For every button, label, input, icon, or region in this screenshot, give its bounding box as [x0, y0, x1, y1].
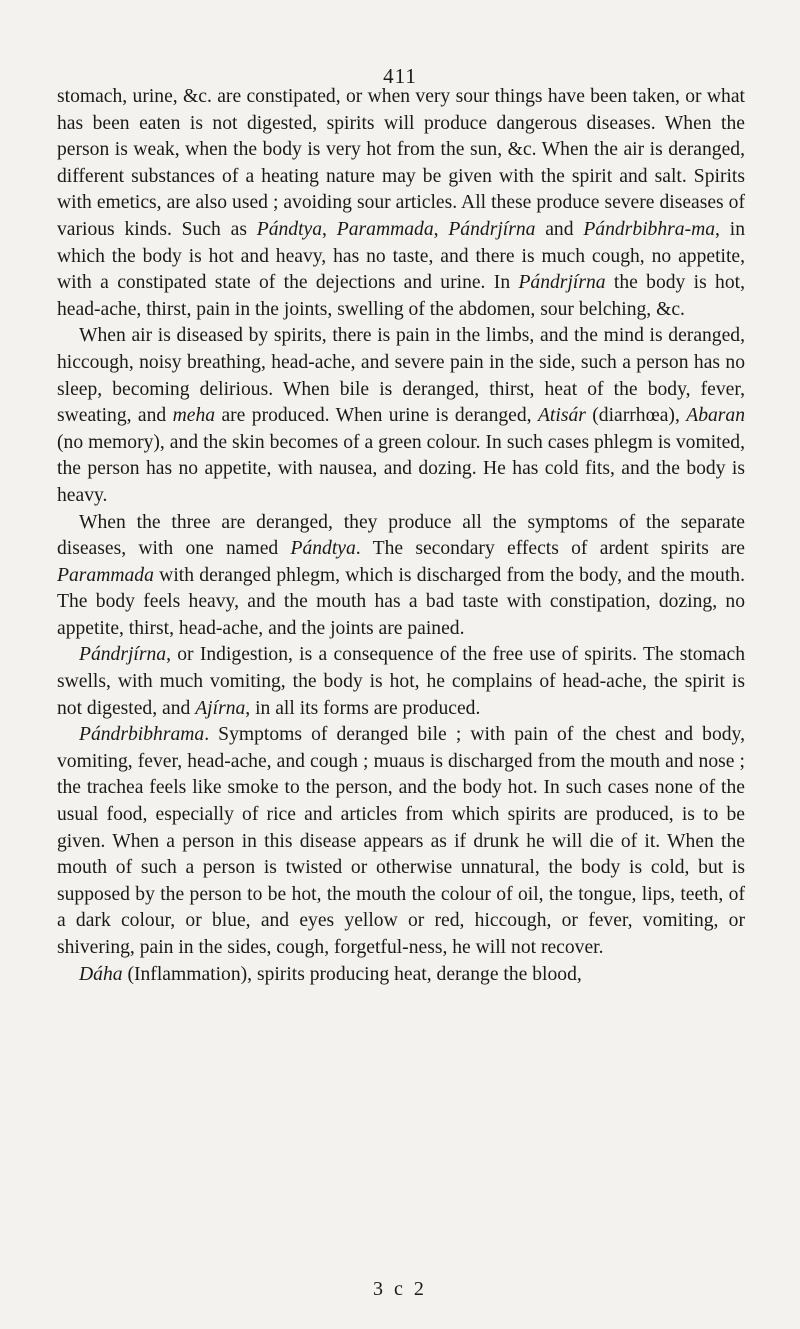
term-atisar: Atisár — [537, 405, 586, 427]
term-daha: Dáha — [79, 963, 123, 985]
text-run: (diarrhœa), — [585, 405, 687, 427]
text-run: the body is hot, head-ache, thirst, pain in the joints, swelling of the abdomen, sour belching, &c. — [57, 272, 745, 320]
paragraph-4 — [57, 642, 745, 722]
text-run: , or Indigestion, is a consequence of the free use of spirits. The stomach swells, with much vomiting, the body is hot, he complains of head-ache, the spirit is not digested, and — [57, 644, 745, 719]
paragraph-3 — [57, 510, 745, 643]
signature-mark: 3 c 2 — [373, 1278, 427, 1300]
text-run: When the three are deranged, they produce all the symptoms of the separate diseases, with one named — [57, 511, 745, 560]
text-run: (Inflammation), spirits producing heat, derange the blood, — [122, 963, 582, 985]
term-pandrbibhrama: Pándrbibhra-ma — [583, 218, 716, 240]
text-run: are produced. When urine is deranged, — [215, 405, 538, 427]
text-run: , — [322, 218, 337, 240]
paragraph-5 — [57, 722, 745, 961]
text-run: , in all its forms are produced. — [245, 697, 481, 719]
paragraph-6 — [57, 962, 745, 989]
term-pandrjirna: Pándrjírna — [518, 272, 606, 294]
term-meha: meha — [172, 405, 216, 427]
text-run: , in which the body is hot and heavy, has no taste, and there is much cough, no appetite, with a constipated state of the dejections and urine. In — [57, 218, 745, 294]
text-run: (no memory), and the skin becomes of a green colour. In such cases phlegm is vomited, the person has no appetite, with nausea, and dozing. He has cold fits, and the body is heavy. — [57, 431, 745, 506]
page-number: 411 — [383, 64, 417, 88]
paragraph-2 — [57, 323, 745, 509]
text-run: . The secondary effects of ardent spirits are — [355, 538, 745, 560]
text-run: . Symptoms of deranged bile ; with pain of the chest and body, vomiting, fever, head-ache, and cough ; muaus is discharged from the mouth and nose ; the trachea feels like smoke to the person, and the body hot. In such cases none of the usual food, especially of rice and articles from which spirits are produced, is to be given. When a person in this disease appears as if drunk he will die of it. When the mouth of such a person is twisted or otherwise unnatural, the body is cold, but is supposed by the person to be hot, the mouth the colour of oil, the tongue, lips, teeth, of a dark colour, or blue, and eyes yellow or red, hiccough, or fever, vomiting, or shivering, pain in the sides, cough, forgetful-ness, he will not recover. — [57, 724, 745, 958]
term-abaran: Abaran — [686, 405, 746, 427]
term-pandrjirna: Pándrjírna — [79, 644, 167, 666]
text-body — [57, 84, 745, 988]
text-run: and — [535, 218, 584, 240]
term-parammada: Parammada — [336, 218, 434, 240]
paragraph-1 — [57, 84, 745, 323]
text-run: stomach, urine, &c. are constipated, or when very sour things have been taken, or what has been eaten is not digested, spirits will produce dangerous diseases. When the person is weak, when the body is very hot from the sun, &c. When the air is deranged, different substances of a heating nature may be given with the spirit and salt. Spirits with emetics, are also used ; avoiding sour articles. All these produce severe diseases of various kinds. Such as — [57, 86, 745, 240]
term-pandtya: Pándtya — [256, 218, 323, 240]
text-run: with deranged phlegm, which is discharged from the body, and the mouth. The body feels heavy, and the mouth has a bad taste with constipation, dozing, no appetite, thirst, head-ache, and the joints are pained. — [57, 564, 745, 639]
text-run: When air is diseased by spirits, there is pain in the limbs, and the mind is deranged, hiccough, noisy breathing, head-ache, and severe pain in the side, such a person has no sleep, becoming delirious. When bile is deranged, thirst, heat of the body, fever, sweating, and — [57, 325, 745, 427]
term-pandrjirna: Pándrjírna — [448, 218, 536, 240]
term-ajirna: Ajírna — [195, 697, 246, 719]
term-pandrbibhrama: Pándrbibhrama — [79, 724, 205, 746]
text-run: , — [433, 218, 449, 240]
term-pandtya: Pándtya — [290, 538, 356, 560]
term-parammada: Parammada — [57, 564, 154, 586]
